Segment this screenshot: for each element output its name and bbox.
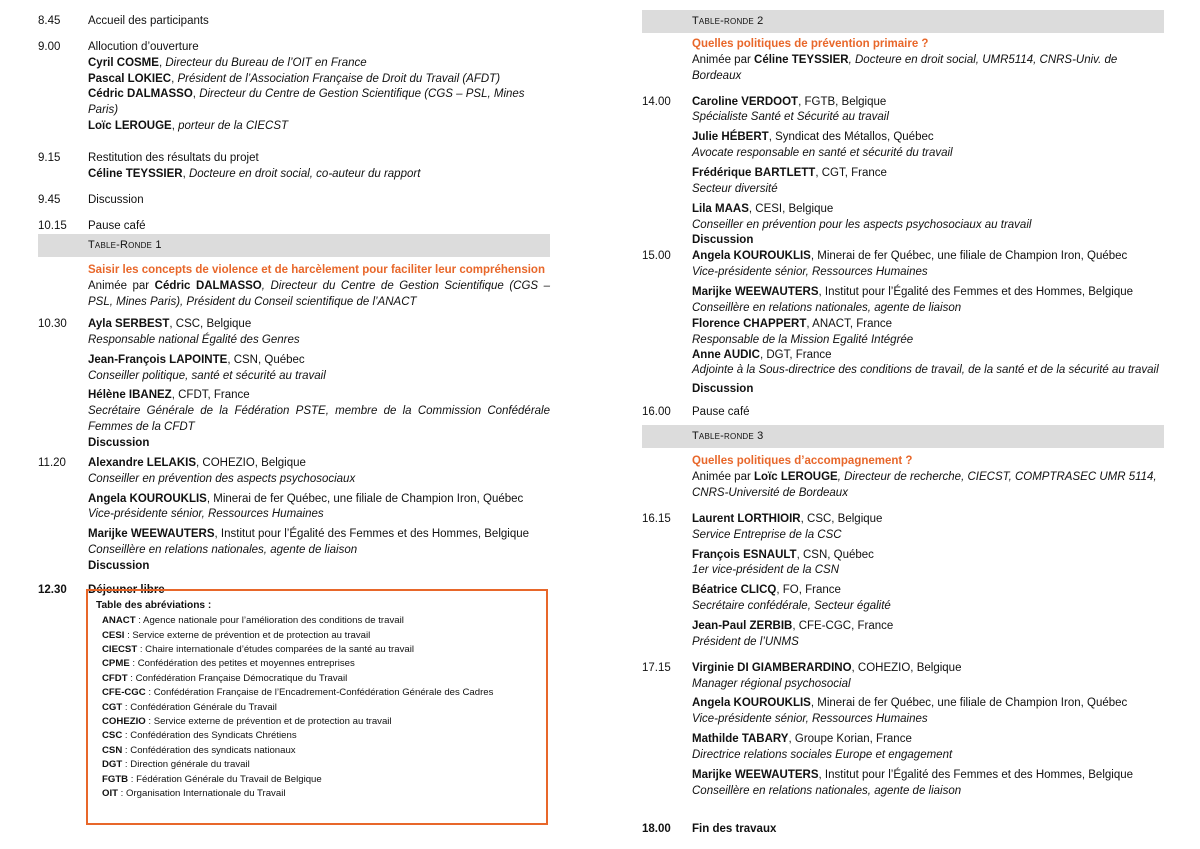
abbreviation-item: COHEZIO : Service externe de prévention et de protection au travail [102, 716, 392, 728]
agenda-1500 [642, 249, 1164, 397]
time: 10.30 [38, 318, 67, 331]
speaker-name: Florence CHAPPERT [692, 317, 807, 330]
session-title: Discussion [88, 193, 144, 206]
agenda-break [38, 219, 550, 235]
speaker-name: Frédérique BARTLETT [692, 167, 816, 180]
moderator-line: Animée par Cédric DALMASSO, Directeur du Centre de Gestion Scientifique (CGS – PSL, Mines Paris), Président du Conseil scientifique de l’ANACT [88, 280, 550, 309]
speaker-name: Lila MAAS [692, 202, 749, 215]
speaker-line [692, 285, 1164, 301]
speaker-line [692, 732, 1164, 748]
speaker-org: , ANACT, France [806, 317, 893, 330]
speaker-line [692, 768, 1164, 784]
speaker-role: Docteure en droit social, co-auteur du rapport [188, 167, 421, 180]
time: 15.00 [642, 250, 671, 263]
moderator-role: , Docteure en droit social, UMR5114, CNRS-Univ. de Bordeaux [692, 53, 1118, 82]
speaker-role: Vice-présidente sénior, Ressources Humaines [88, 508, 324, 521]
speaker-line [692, 166, 1164, 182]
speaker-line: Cyril COSME, Directeur du Bureau de l’OIT en France [88, 56, 367, 69]
speaker-line [692, 317, 1164, 333]
session-title: Accueil des participants [88, 15, 209, 27]
speaker-org: , CESI, Belgique [748, 202, 834, 215]
speaker-role: Conseiller en prévention des aspects psychosociaux [88, 472, 356, 485]
speaker-name: Caroline VERDOOT [692, 95, 799, 108]
speaker-role: Adjointe à la Sous-directrice des conditions de travail, de la santé et de la sécurité au travail [692, 364, 1159, 377]
speaker-name: Cédric DALMASSO [88, 88, 193, 101]
speaker-line: Céline TEYSSIER, Docteure en droit social, co-auteur du rapport [88, 167, 421, 180]
speaker-line: Loïc LEROUGE, porteur de la CIECST [88, 120, 289, 133]
speaker-role: porteur de la CIECST [178, 120, 289, 133]
speaker-org: , FO, France [776, 584, 841, 597]
speaker-line [692, 130, 1164, 146]
roundtable-3-intro [642, 454, 1164, 502]
speaker-org: , CSN, Québec [227, 353, 305, 366]
speaker-role: Directrice relations sociales Europe et engagement [692, 749, 953, 762]
speaker-name: Julie HÉBERT [692, 131, 769, 144]
discussion-label: Discussion [692, 234, 754, 247]
speaker-name: Béatrice CLICQ [692, 584, 777, 597]
speaker-org: , CSC, Belgique [169, 318, 252, 331]
roundtable-theme: Quelles politiques de prévention primaire ? [692, 38, 929, 50]
left-column [38, 0, 550, 599]
speaker-role: Vice-présidente sénior, Ressources Humaines [692, 266, 928, 279]
abbreviation-item: CPME : Confédération des petites et moyennes entreprises [102, 658, 355, 670]
speaker-org: , CSC, Belgique [800, 512, 883, 525]
agenda-1120 [38, 456, 550, 575]
roundtable-1-header: Table-Ronde 1 [38, 234, 550, 257]
speaker-line [692, 249, 1164, 265]
moderator-line: Animée par Loïc LEROUGE, Directeur de recherche, CIECST, COMPTRASEC UMR 5114, CNRS-Université de Bordeaux [692, 471, 1157, 499]
speaker-line [692, 512, 1164, 528]
moderator-role: , Directeur du Centre de Gestion Scientifique (CGS – PSL, Mines Paris), Président du Conseil scientifique de l’ANACT [88, 280, 550, 309]
abbreviation-item: CGT : Confédération Générale du Travail [102, 701, 277, 713]
agenda-break [642, 405, 1164, 421]
agenda-welcome [38, 14, 550, 30]
abbreviation-item: FGTB : Fédération Générale du Travail de Belgique [102, 773, 322, 785]
speaker-role: Responsable national Égalité des Genres [88, 333, 300, 346]
speaker-role: Président de l’Association Française de Droit du Travail (AFDT) [177, 72, 501, 85]
agenda-1400 [642, 95, 1164, 250]
speaker-role: Secrétaire confédérale, Secteur égalité [692, 600, 891, 613]
speaker-name: Marijke WEEWAUTERS [692, 286, 819, 299]
speaker-name: Hélène IBANEZ [88, 389, 172, 402]
speaker-org: , COHEZIO, Belgique [196, 456, 306, 469]
session-title: Pause café [692, 406, 750, 419]
speaker-line [692, 661, 1164, 677]
speaker-role: Responsable de la Mission Egalité Intégrée [692, 333, 914, 346]
speaker-line [692, 696, 1164, 712]
time: 18.00 [642, 822, 671, 835]
speaker-org: , Minerai de fer Québec, une filiale de Champion Iron, Québec [810, 250, 1128, 263]
moderator-role: , Directeur de recherche, CIECST, COMPTRASEC UMR 5114, CNRS-Université de Bordeaux [692, 471, 1157, 499]
moderator-name: Cédric DALMASSO [154, 280, 262, 293]
speaker-role: Service Entreprise de la CSC [692, 528, 842, 541]
speaker-name: François ESNAULT [692, 548, 797, 561]
time: 9.45 [38, 193, 61, 206]
speaker-role: Secrétaire Générale de la Fédération PSTE, membre de la Commission Confédérale Femmes de la CFDT [88, 405, 550, 434]
discussion-label: Discussion [692, 382, 754, 395]
session-title: Déjeuner libre [88, 583, 165, 596]
time: 17.15 [642, 661, 671, 674]
session-title: Pause café [88, 219, 146, 232]
speaker-name: Ayla SERBEST [88, 318, 170, 331]
time: 9.00 [38, 40, 61, 53]
abbreviation-item: CIECST : Chaire internationale d’études comparées de la santé au travail [102, 644, 414, 656]
agenda-1615 [642, 512, 1164, 651]
speaker-role: Manager régional psychosocial [692, 677, 851, 690]
speaker-role: Avocate responsable en santé et sécurité du travail [692, 147, 953, 160]
speaker-line [692, 583, 1164, 599]
speaker-name: Angela KOUROUKLIS [692, 250, 811, 263]
speaker-line [88, 456, 550, 472]
speaker-role: Directeur du Bureau de l’OIT en France [165, 56, 367, 69]
speaker-line [88, 492, 550, 508]
speaker-name: Alexandre LELAKIS [88, 456, 196, 469]
right-column [642, 0, 1164, 837]
moderator-name: Loïc LEROUGE [754, 471, 838, 484]
speaker-line [692, 619, 1164, 635]
speaker-org: , Minerai de fer Québec, une filiale de Champion Iron, Québec [206, 492, 524, 505]
speaker-role: Secteur diversité [692, 182, 778, 195]
speaker-role: Conseillère en relations nationales, agente de liaison [88, 544, 358, 557]
speaker-line [88, 527, 550, 543]
speaker-org: , CFE-CGC, France [792, 620, 894, 632]
session-title: Restitution des résultats du projet [88, 152, 259, 165]
speaker-org: , Institut pour l’Égalité des Femmes et des Hommes, Belgique [214, 528, 530, 541]
speaker-org: , Minerai de fer Québec, une filiale de Champion Iron, Québec [810, 697, 1128, 710]
agenda-1030 [38, 317, 550, 452]
speaker-org: , Institut pour l’Égalité des Femmes et des Hommes, Belgique [818, 286, 1134, 299]
moderator-line: Animée par Céline TEYSSIER, Docteure en droit social, UMR5114, CNRS-Univ. de Bordeaux [692, 53, 1118, 82]
speaker-name: Marijke WEEWAUTERS [88, 528, 215, 541]
speaker-name: Angela KOUROUKLIS [88, 492, 207, 505]
speaker-role: Directeur du Centre de Gestion Scientifique (CGS – PSL, Mines Paris) [88, 88, 525, 117]
speaker-role: Vice-présidente sénior, Ressources Humaines [692, 713, 928, 726]
speaker-org: , Syndicat des Métallos, Québec [768, 131, 934, 144]
abbreviation-item: CSC : Confédération des Syndicats Chrétiens [102, 730, 297, 742]
time: 16.00 [642, 406, 671, 419]
speaker-role: Conseillère en relations nationales, agente de liaison [692, 784, 962, 797]
speaker-org: , CFDT, France [171, 389, 250, 402]
discussion-label: Discussion [88, 437, 150, 450]
speaker-role: Conseiller en prévention pour les aspects psychosociaux au travail [692, 218, 1032, 231]
time: 14.00 [642, 95, 671, 108]
speaker-line [692, 348, 1164, 364]
speaker-name: Anne AUDIC [692, 349, 760, 362]
speaker-name: Virginie DI GIAMBERARDINO [692, 661, 852, 674]
moderator-name: Céline TEYSSIER [754, 53, 849, 66]
roundtable-2-header: Table-ronde 2 [642, 10, 1164, 33]
speaker-org: , DGT, France [759, 349, 832, 362]
speaker-role: Conseiller politique, santé et sécurité au travail [88, 369, 326, 382]
speaker-name: Angela KOUROUKLIS [692, 697, 811, 710]
speaker-name: Loïc LEROUGE [88, 120, 172, 133]
session-title: Allocution d’ouverture [88, 40, 199, 53]
agenda-end [642, 822, 1164, 838]
speaker-line [88, 353, 550, 369]
agenda-results [38, 151, 550, 183]
speaker-line: Cédric DALMASSO, Directeur du Centre de Gestion Scientifique (CGS – PSL, Mines Paris) [88, 88, 525, 117]
agenda-opening [38, 40, 550, 135]
abbreviation-item: CESI : Service externe de prévention et de protection au travail [102, 629, 371, 641]
speaker-line [88, 388, 550, 404]
speaker-line [692, 202, 1164, 218]
speaker-org: , CGT, France [815, 167, 887, 180]
speaker-name: Jean-Paul ZERBIB [692, 620, 793, 632]
time: 8.45 [38, 15, 61, 27]
agenda-discussion [38, 193, 550, 209]
speaker-role: Conseillère en relations nationales, agente de liaison [692, 301, 962, 314]
speaker-name: Cyril COSME [88, 56, 159, 69]
time: 12.30 [38, 583, 67, 596]
speaker-role: 1er vice-président de la CSN [692, 564, 840, 577]
speaker-name: Laurent LORTHIOIR [692, 512, 801, 525]
speaker-name: Céline TEYSSIER [88, 167, 183, 180]
abbreviation-item: CFDT : Confédération Française Démocratique du Travail [102, 672, 348, 684]
discussion-label: Discussion [88, 560, 150, 573]
speaker-name: Mathilde TABARY [692, 733, 789, 746]
abbreviations-box [86, 589, 548, 825]
time: 10.15 [38, 219, 67, 232]
abbreviation-item: DGT : Direction générale du travail [102, 759, 250, 771]
speaker-org: , COHEZIO, Belgique [851, 661, 962, 674]
agenda-1715 [642, 661, 1164, 800]
abbreviation-item: ANACT : Agence nationale pour l’amélioration des conditions de travail [102, 615, 404, 627]
speaker-name: Jean-François LAPOINTE [88, 353, 228, 366]
speaker-line: Pascal LOKIEC, Président de l’Association Française de Droit du Travail (AFDT) [88, 72, 501, 85]
time: 16.15 [642, 512, 671, 525]
roundtable-1-intro [38, 263, 550, 311]
speaker-org: , Groupe Korian, France [788, 733, 912, 746]
time: 9.15 [38, 152, 61, 165]
speaker-role: Président de l’UNMS [692, 635, 799, 648]
session-title: Fin des travaux [692, 822, 777, 835]
speaker-name: Marijke WEEWAUTERS [692, 768, 819, 781]
abbreviation-item: CFE-CGC : Confédération Française de l’Encadrement-Confédération Générale des Cadres [102, 687, 494, 699]
speaker-org: , Institut pour l’Égalité des Femmes et des Hommes, Belgique [818, 768, 1134, 781]
speaker-role: Spécialiste Santé et Sécurité au travail [692, 111, 889, 124]
speaker-line [88, 317, 550, 333]
speaker-line [692, 95, 1164, 111]
abbreviation-item: CSN : Confédération des syndicats nationaux [102, 744, 296, 756]
roundtable-2-intro [642, 37, 1164, 85]
abbreviations-title: Table des abréviations : [96, 600, 212, 611]
roundtable-3-header: Table-ronde 3 [642, 425, 1164, 448]
speaker-org: , FGTB, Belgique [798, 95, 887, 108]
speaker-org: , CSN, Québec [796, 548, 874, 561]
roundtable-theme: Quelles politiques d’accompagnement ? [692, 455, 913, 468]
abbreviation-item: OIT : Organisation Internationale du Travail [102, 787, 286, 799]
speaker-line [692, 548, 1164, 564]
speaker-name: Pascal LOKIEC [88, 72, 172, 85]
roundtable-theme: Saisir les concepts de violence et de harcèlement pour faciliter leur compréhension [88, 264, 545, 277]
time: 11.20 [38, 456, 66, 469]
